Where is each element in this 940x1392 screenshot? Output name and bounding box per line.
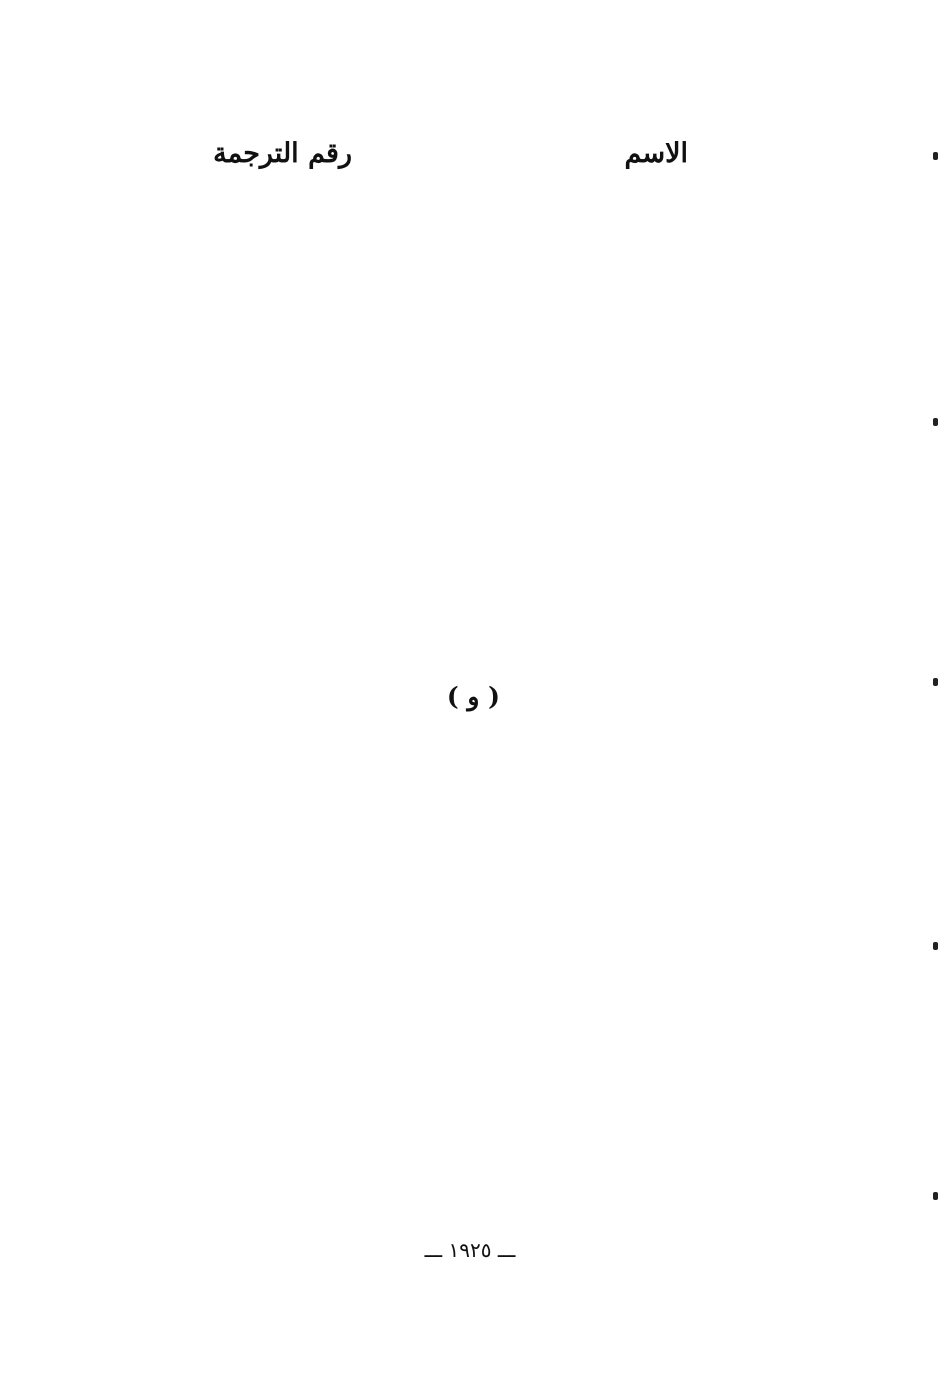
scan-edge-mark bbox=[933, 942, 938, 950]
page-number: ـــ ١٩٢٥ ـــ bbox=[424, 1238, 516, 1262]
scan-edge-mark bbox=[933, 678, 938, 686]
number-column-header: رقم الترجمة bbox=[213, 138, 352, 169]
scan-edge-mark bbox=[933, 1192, 938, 1200]
section-heading-waw: ( و ) bbox=[446, 682, 500, 711]
scan-edge-mark bbox=[933, 418, 938, 426]
scan-edge-mark bbox=[933, 152, 938, 160]
name-column-header: الاسم bbox=[624, 138, 688, 169]
